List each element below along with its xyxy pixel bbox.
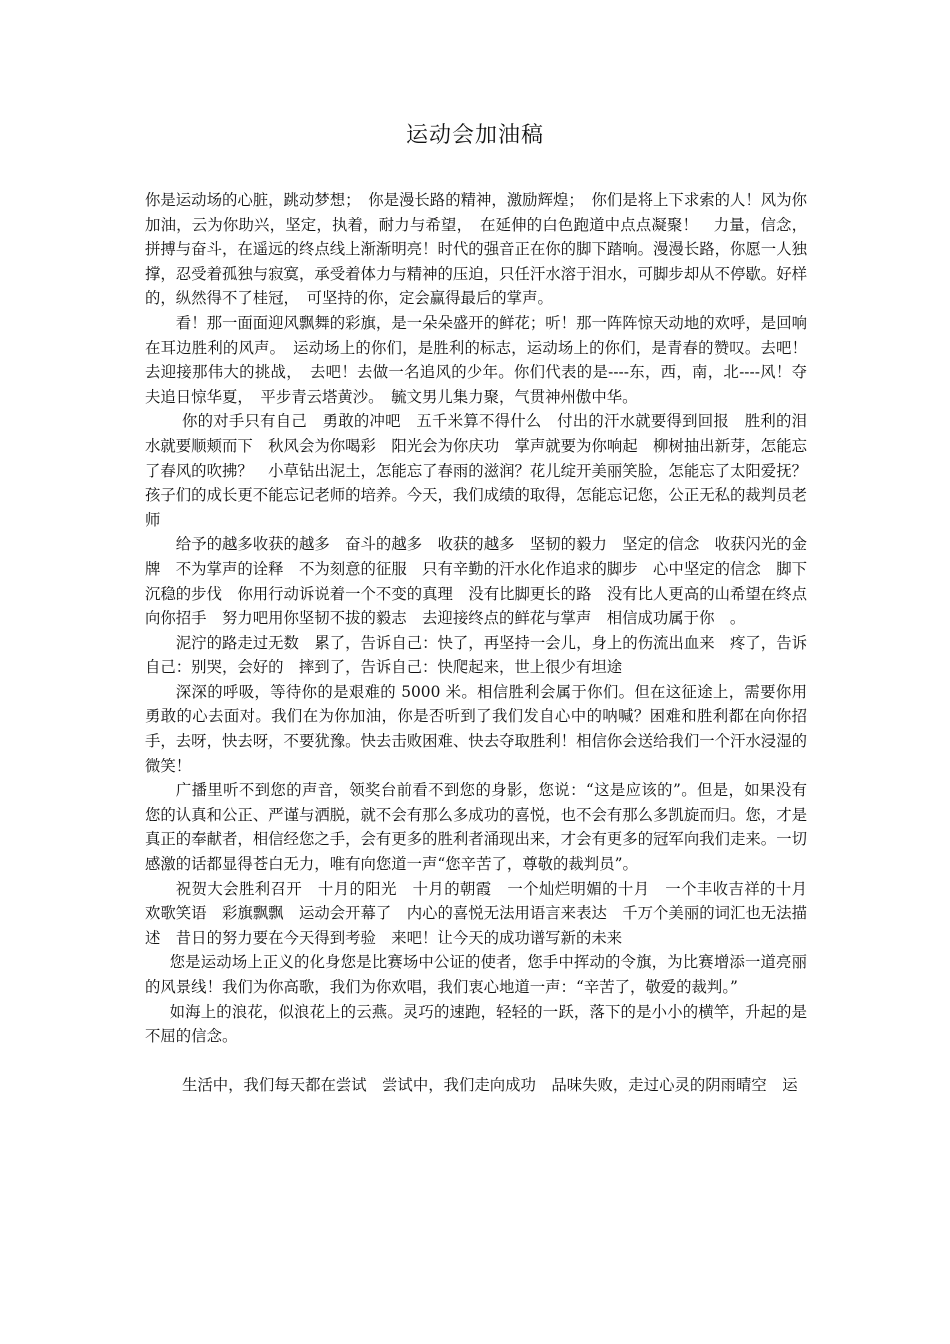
document-title: 运动会加油稿 (405, 123, 544, 148)
paragraph: 广播里听不到您的声音，领奖台前看不到您的身影，您说：“这是应该的”。但是，如果没有您的认真和公正、严谨与洒脱，就不会有那么多成功的喜悦，也不会有那么多凯旋而归。您，才是真正的奉献者，相信经您之手，会有更多的胜利者涌现出来，才会有更多的冠军向我们走来。一切感激的话都显得苍白无力，唯有向您道一声“您辛苦了，尊敬的裁判员”。 (145, 781, 807, 874)
paragraph: 看！那一面面迎风飘舞的彩旗，是一朵朵盛开的鲜花；听！那一阵阵惊天动地的欢呼，是回响在耳边胜利的风声。 运动场上的你们，是胜利的标志，运动场上的你们，是青春的赞叹。去吧！去迎接那伟大的挑战， 去吧！去做一名追风的少年。你们代表的是----东，西，南，北----风！夺夫追日惊华夏， 平步青云塔黄沙。 毓文男儿集力聚，气贯神州傲中华。 (145, 313, 807, 406)
paragraph: 祝贺大会胜利召开 十月的阳光 十月的朝霞 一个灿烂明媚的十月 一个丰收吉祥的十月 欢歌笑语 彩旗飘飘 运动会开幕了 内心的喜悦无法用语言来表达 千万个美丽的词汇也无法描述 昔日的努力要在今天得到考验 来吧！让今天的成功谱写新的未来 (145, 879, 823, 947)
paragraph: 泥泞的路走过无数 累了，告诉自己：快了，再坚持一会儿，身上的伤流出血来 疼了，告诉自己：别哭，会好的 摔到了，告诉自己：快爬起来，世上很少有坦途 (145, 633, 807, 677)
paragraph-gap (145, 1049, 807, 1073)
paragraph: 您是运动场上正义的化身您是比赛场中公证的使者，您手中挥动的令旗，为比赛增添一道亮丽的风景线！我们为你高歌，我们为你欢唱，我们衷心地道一声：“辛苦了，敬爱的裁判。” (145, 953, 807, 996)
document-body (145, 188, 823, 1097)
paragraph: 你是运动场的心脏，跳动梦想； 你是漫长路的精神，激励辉煌； 你们是将上下求索的人！风为你加油，云为你助兴，坚定，执着，耐力与希望， 在延伸的白色跑道中点点凝聚！ 力量，信念，拼搏与奋斗，在遥远的终点线上渐渐明亮！时代的强音正在你的脚下踏响。漫漫长路，你愿一人独撑，忍受着孤独与寂寞，承受着体力与精神的压迫，只任汗水溶于泪水，可脚步却从不停歇。好样的，纵然得不了桂冠， 可坚持的你，定会赢得最后的掌声。 (145, 191, 807, 308)
paragraph: 深深的呼吸，等待你的是艰难的 5000 米。相信胜利会属于你们。但在这征途上，需要你用勇敢的心去面对。我们在为你加油，你是否听到了我们发自心中的呐喊？困难和胜利都在向你招手，去呀，快去呀，不要犹豫。快去击败困难、快去夺取胜利！相信你会送给我们一个汗水浸湿的微笑！ (145, 682, 807, 775)
paragraph: 如海上的浪花，似浪花上的云燕。灵巧的速跑，轻轻的一跃，落下的是小小的横竿，升起的是不屈的信念。 (145, 1002, 807, 1046)
paragraph: 生活中，我们每天都在尝试 尝试中，我们走向成功 品味失败，走过心灵的阴雨晴空 运 (181, 1075, 798, 1094)
paragraph: 给予的越多收获的越多 奋斗的越多 收获的越多 坚韧的毅力 坚定的信念 收获闪光的金牌 不为掌声的诠释 不为刻意的征服 只有辛勤的汗水化作追求的脚步 心中坚定的信念 脚下沉稳的步伐 你用行动诉说着一个不变的真理 没有比脚更长的路 没有比人更高的山希望在终点向你招手 努力吧用你坚韧不拔的毅志 去迎接终点的鲜花与掌声 相信成功属于你 。 (145, 535, 807, 628)
paragraph: 你的对手只有自己 勇敢的冲吧 五千米算不得什么 付出的汗水就要得到回报 胜利的泪水就要顺颊而下 秋风会为你喝彩 阳光会为你庆功 掌声就要为你响起 柳树抽出新芽，怎能忘了春风的吹拂？ 小草钻出泥土，怎能忘了春雨的滋润？花儿绽开美丽笑脸，怎能忘了太阳爱抚？ 孩子们的成长更不能忘记老师的培养。今天，我们成绩的取得，怎能忘记您，公正无私的裁判员老师 (145, 412, 823, 529)
